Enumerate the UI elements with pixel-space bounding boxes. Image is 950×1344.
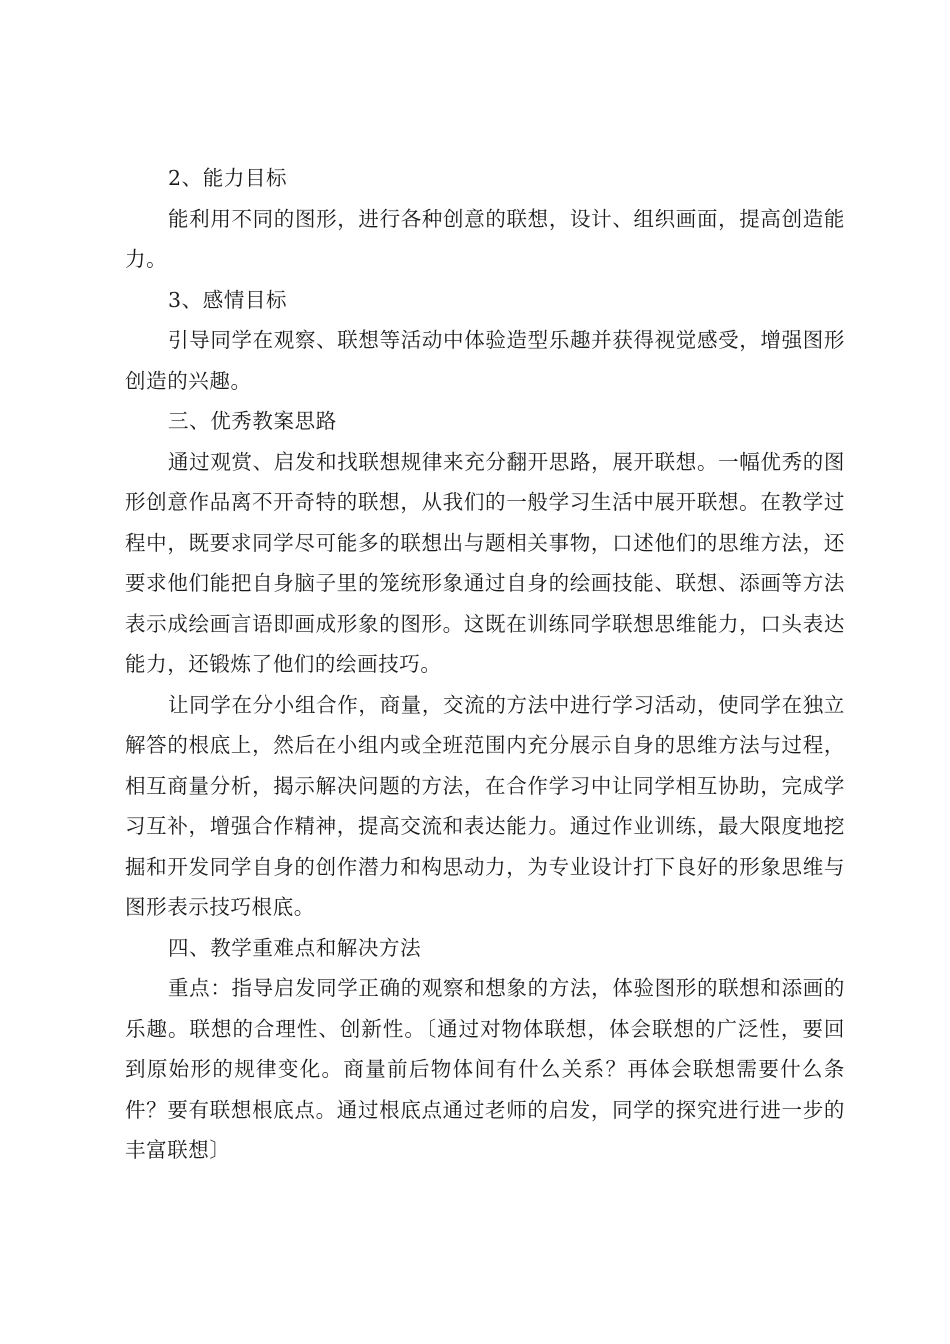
para-lesson-idea-2: 让同学在分小组合作，商量，交流的方法中进行学习活动，使同学在独立解答的根底上，然后在小组内或全班范围内充分展示自身的思维方法与过程，相互商量分析，揭示解决问题的方法，在合作学习中让同学相互协助，完成学习互补，增强合作精神，提高交流和表达能力。通过作业训练，最大限度地挖掘和开发同学自身的创作潜力和构思动力，为专业设计打下良好的形象思维与图形表示技巧根底。 [125, 692, 845, 919]
para-emotion-goal: 引导同学在观察、联想等活动中体验造型乐趣并获得视觉感受，增强图形创造的兴趣。 [125, 328, 845, 393]
heading-lesson-idea: 三、优秀教案思路 [168, 409, 337, 433]
para-ability-goal: 能利用不同的图形，进行各种创意的联想，设计、组织画面，提高创造能力。 [125, 206, 845, 271]
para-lesson-idea-1: 通过观赏、启发和找联想规律来充分翻开思路，展开联想。一幅优秀的图形创意作品离不开奇特的联想，从我们的一般学习生活中展开联想。在教学过程中，既要求同学尽可能多的联想出与题相关事物，口述他们的思维方法，还要求他们能把自身脑子里的笼统形象通过自身的绘画技能、联想、添画等方法表示成绘画言语即画成形象的图形。这既在训练同学联想思维能力，口头表达能力，还锻炼了他们的绘画技巧。 [125, 449, 845, 676]
document-body [125, 158, 845, 1171]
heading-emotion-goal: 3、感情目标 [168, 287, 288, 312]
heading-key-points: 四、教学重难点和解决方法 [168, 935, 422, 960]
para-key-points: 重点：指导启发同学正确的观察和想象的方法，体验图形的联想和添画的乐趣。联想的合理性、创新性。〔通过对物体联想，体会联想的广泛性，要回到原始形的规律变化。商量前后物体间有什么关系？再体会联想需要什么条件？要有联想根底点。通过根底点通过老师的启发，同学的探究进行进一步的丰富联想〕 [125, 976, 845, 1162]
heading-ability-goal: 2、能力目标 [168, 166, 288, 190]
